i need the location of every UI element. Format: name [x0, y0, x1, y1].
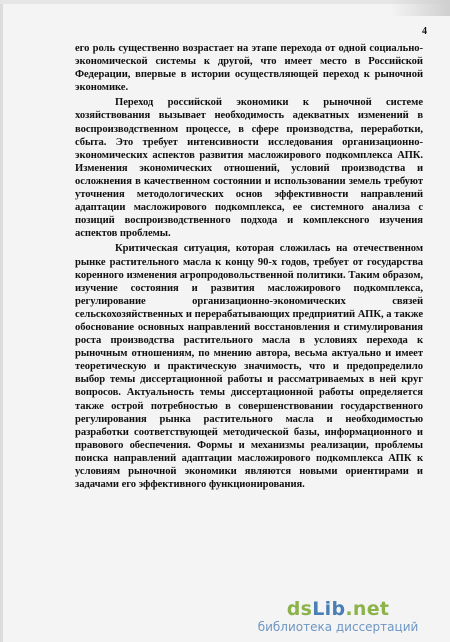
paragraph-1: его роль существенно возрастает на этапе перехода от одной социально-экономической системы к другой, что имеет место в Российской Федерации, впервые в истории осуществляющей переход к рыночной экономике. — [75, 43, 423, 94]
watermark-logo-ds: ds — [286, 598, 313, 620]
page-left-edge — [0, 0, 3, 642]
paragraph-3: Критическая ситуация, которая сложилась на отечественном рынке растительного масла к концу 90-х годов, требует от государства коренного изменения агропродовольственной политики. Таким образом, изучение состояния и развития масложирового подкомплекса, регулирование организационно-экономических связей сельскохозяйственных и перерабатывающих предприятий АПК, а также обоснование основных направлений восстановления и стимулирования роста производства растительного масла в условиях перехода к рыночным отношениям, по мнению автора, весьма актуально и имеет теоретическую и практическую значимость, что и предопределило выбор темы диссертационной работы и рассматриваемых в ней круг вопросов. Актуальность темы диссертационной работы определяется также острой потребностью в совершенствовании государственного регулирования рынка растительного масла и необходимостью разработки соответствующей методической базы, информационного и правового обеспечения. Формы и механизмы реализации, проблемы поиска направлений адаптации масложирового подкомплекса АПК к условиям рыночной экономики являются новыми ориентирами и задачами его эффективного функционирования. — [75, 243, 423, 491]
paragraph-2: Переход российской экономики к рыночной системе хозяйствования вызывает необходимость адекватных изменений в воспроизводственном процессе, в сфере производства, переработки, сбыта. Это требует интенсивности исследования организационно-экономических аспектов развития масложирового подкомплекса АПК. Изменения экономических отношений, условий производства и осложнения в качественном состоянии и использовании земель требуют уточнения методологических основ эффективности направлений адаптации масложирового подкомплекса, ее системного анализа с позиций воспроизводственного подхода и комплексного изучения аспектов проблемы. — [75, 97, 423, 240]
scan-corner-shadow — [390, 0, 450, 16]
page-number: 4 — [422, 26, 427, 37]
watermark-logo-net: .net — [345, 598, 390, 620]
watermark-logo-lib: Lib — [312, 598, 346, 620]
body-text — [75, 42, 423, 491]
watermark-logo — [238, 599, 438, 619]
watermark — [238, 599, 438, 634]
page-top-edge — [0, 0, 450, 4]
watermark-subtitle: библиотека диссертаций — [257, 620, 419, 634]
